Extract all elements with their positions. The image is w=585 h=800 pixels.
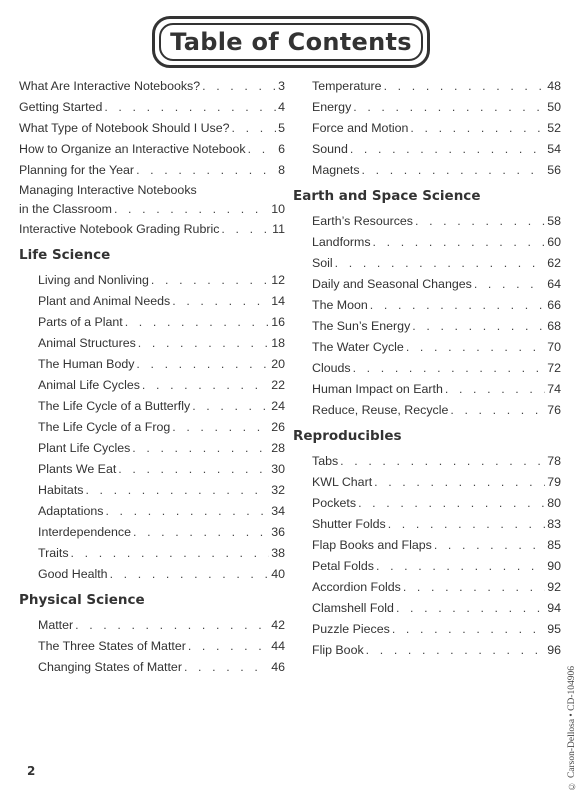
toc-entry-label: How to Organize an Interactive Notebook — [19, 142, 246, 156]
toc-entry-label: Energy — [312, 100, 352, 114]
dot-leader — [142, 375, 269, 396]
toc-entry-page: 36 — [271, 525, 285, 539]
toc-entry[interactable] — [19, 459, 285, 480]
toc-entry[interactable] — [293, 619, 561, 640]
toc-entry[interactable] — [19, 543, 285, 564]
toc-entry-page: 20 — [271, 357, 285, 371]
toc-entry-label: Temperature — [312, 79, 382, 93]
toc-entry-page: 95 — [547, 622, 561, 636]
toc-entry-page: 42 — [271, 618, 285, 632]
toc-entry[interactable] — [293, 400, 561, 421]
toc-entry-page: 44 — [271, 639, 285, 653]
toc-entry[interactable] — [293, 598, 561, 619]
dot-leader — [340, 451, 545, 472]
toc-entry-label: Landforms — [312, 235, 371, 249]
toc-entry-label: Sound — [312, 142, 348, 156]
toc-entry-page: 70 — [547, 340, 561, 354]
toc-entry-page: 4 — [278, 100, 285, 114]
toc-entry-label-cont: in the Classroom — [19, 202, 112, 216]
toc-entry-page: 78 — [547, 454, 561, 468]
toc-entry-label: Pockets — [312, 496, 357, 510]
toc-entry[interactable] — [19, 97, 285, 118]
toc-entry-page: 8 — [278, 163, 285, 177]
toc-entry-label: Animal Life Cycles — [38, 378, 140, 392]
toc-entry[interactable] — [19, 564, 285, 585]
toc-entry[interactable] — [293, 295, 561, 316]
toc-entry[interactable] — [19, 417, 285, 438]
toc-entry-page: 54 — [547, 142, 561, 156]
dot-leader — [353, 358, 546, 379]
toc-entry-label: Force and Motion — [312, 121, 409, 135]
dot-leader — [138, 333, 269, 354]
toc-entry-page: 28 — [271, 441, 285, 455]
section-heading-earth-space-science: Earth and Space Science — [293, 188, 481, 204]
toc-entry[interactable] — [19, 501, 285, 522]
toc-entry[interactable] — [293, 472, 561, 493]
toc-entry-label: Puzzle Pieces — [312, 622, 390, 636]
dot-leader — [450, 400, 545, 421]
dot-leader — [71, 543, 270, 564]
dot-leader — [221, 219, 270, 240]
toc-entry[interactable] — [293, 316, 561, 337]
toc-entry-label: The Life Cycle of a Butterfly — [38, 399, 191, 413]
toc-entry-label: Good Health — [38, 567, 108, 581]
toc-entry-page: 85 — [547, 538, 561, 552]
dot-leader — [114, 199, 269, 219]
toc-entry-page: 62 — [547, 256, 561, 270]
toc-entry[interactable] — [293, 514, 561, 535]
toc-entry-label: Shutter Folds — [312, 517, 386, 531]
dot-leader — [384, 76, 546, 97]
toc-entry-page: 16 — [271, 315, 285, 329]
toc-entry-page: 92 — [547, 580, 561, 594]
dot-leader — [388, 514, 546, 535]
toc-entry-label: The Moon — [312, 298, 368, 312]
toc-entry-label: Living and Nonliving — [38, 273, 149, 287]
toc-entry-page: 40 — [271, 567, 285, 581]
toc-entry[interactable] — [293, 160, 561, 181]
toc-entry-page: 11 — [272, 222, 285, 236]
section-heading-life-science: Life Science — [19, 247, 111, 263]
toc-entry-label: Accordion Folds — [312, 580, 401, 594]
toc-entry-page: 94 — [547, 601, 561, 615]
dot-leader — [184, 657, 269, 678]
toc-entry-label: Habitats — [38, 483, 84, 497]
dot-leader — [353, 97, 545, 118]
toc-entry-page: 79 — [547, 475, 561, 489]
toc-entry[interactable] — [19, 480, 285, 501]
dot-leader — [125, 312, 269, 333]
toc-entry[interactable] — [19, 118, 285, 139]
toc-entry[interactable] — [293, 577, 561, 598]
toc-entry-label: Animal Structures — [38, 336, 136, 350]
dot-leader — [362, 160, 546, 181]
earth-space-science-list — [293, 211, 561, 421]
toc-entry-page: 74 — [547, 382, 561, 396]
dot-leader — [132, 438, 269, 459]
toc-entry[interactable] — [293, 556, 561, 577]
toc-entry[interactable] — [293, 358, 561, 379]
page-number: 2 — [27, 764, 36, 778]
toc-entry-label: Earth’s Resources — [312, 214, 414, 228]
dot-leader — [412, 316, 545, 337]
toc-entry[interactable] — [19, 333, 285, 354]
toc-entry-label: Clamshell Fold — [312, 601, 394, 615]
toc-entry-label: Human Impact on Earth — [312, 382, 443, 396]
toc-entry[interactable] — [293, 211, 561, 232]
toc-entry-page: 50 — [547, 100, 561, 114]
toc-entry[interactable] — [293, 535, 561, 556]
dot-leader — [136, 354, 269, 375]
toc-entry-page: 34 — [271, 504, 285, 518]
dot-leader — [192, 396, 269, 417]
dot-leader — [415, 211, 545, 232]
toc-entry-page: 60 — [547, 235, 561, 249]
toc-entry[interactable] — [293, 97, 561, 118]
dot-leader — [335, 253, 546, 274]
toc-entry-page: 83 — [547, 517, 561, 531]
toc-entry[interactable] — [19, 219, 285, 240]
dot-leader — [358, 493, 545, 514]
dot-leader — [232, 118, 277, 139]
toc-entry-page: 68 — [547, 319, 561, 333]
toc-entry-page: 58 — [547, 214, 561, 228]
toc-entry[interactable] — [19, 181, 285, 219]
toc-entry-label: Plant Life Cycles — [38, 441, 131, 455]
toc-entry[interactable] — [19, 76, 285, 97]
toc-entry-page: 5 — [278, 121, 285, 135]
toc-entry-label: Clouds — [312, 361, 351, 375]
dot-leader — [85, 480, 269, 501]
toc-entry[interactable] — [293, 493, 561, 514]
toc-entry-label: Managing Interactive Notebooks — [19, 183, 197, 197]
dot-leader — [151, 270, 269, 291]
toc-entry[interactable] — [293, 337, 561, 358]
physical-science-list — [19, 615, 285, 678]
toc-entry-label: Planning for the Year — [19, 163, 135, 177]
toc-entry-label: Matter — [38, 618, 74, 632]
toc-entry[interactable] — [19, 160, 285, 181]
toc-entry-page: 18 — [271, 336, 285, 350]
toc-right-column — [293, 76, 561, 661]
toc-entry-page: 48 — [547, 79, 561, 93]
toc-entry-label: What Are Interactive Notebooks? — [19, 79, 201, 93]
toc-entry-label: Traits — [38, 546, 69, 560]
dot-leader — [434, 535, 545, 556]
dot-leader — [406, 337, 545, 358]
dot-leader — [136, 160, 276, 181]
toc-entry[interactable] — [19, 139, 285, 160]
toc-entry-label: Parts of a Plant — [38, 315, 123, 329]
toc-entry-label: Tabs — [312, 454, 339, 468]
toc-entry-label: Petal Folds — [312, 559, 374, 573]
toc-entry[interactable] — [293, 379, 561, 400]
toc-entry-label: The Human Body — [38, 357, 135, 371]
toc-entry-page: 26 — [271, 420, 285, 434]
toc-entry-page: 80 — [547, 496, 561, 510]
toc-entry-page: 24 — [271, 399, 285, 413]
toc-entry-page: 10 — [271, 202, 285, 216]
toc-entry-label: The Water Cycle — [312, 340, 404, 354]
dot-leader — [350, 139, 545, 160]
dot-leader — [366, 640, 546, 661]
dot-leader — [410, 118, 545, 139]
dot-leader — [392, 619, 545, 640]
toc-entry[interactable] — [293, 232, 561, 253]
toc-entry-page: 64 — [547, 277, 561, 291]
toc-entry-label: Magnets — [312, 163, 360, 177]
section-heading-reproducibles: Reproducibles — [293, 428, 402, 444]
toc-entry-page: 66 — [547, 298, 561, 312]
toc-entry-page: 76 — [547, 403, 561, 417]
toc-entry[interactable] — [19, 438, 285, 459]
dot-leader — [133, 522, 269, 543]
toc-entry-page: 6 — [278, 142, 285, 156]
toc-entry-page: 14 — [271, 294, 285, 308]
toc-entry[interactable] — [19, 615, 285, 636]
dot-leader — [188, 636, 269, 657]
toc-entry[interactable] — [19, 354, 285, 375]
toc-entry-label: Soil — [312, 256, 333, 270]
toc-entry-label: Interactive Notebook Grading Rubric — [19, 222, 220, 236]
toc-left-column — [19, 76, 285, 678]
dot-leader — [105, 501, 269, 522]
dot-leader — [118, 459, 269, 480]
toc-entry-page: 32 — [271, 483, 285, 497]
toc-entry-page: 22 — [271, 378, 285, 392]
dot-leader — [474, 274, 545, 295]
toc-entry-page: 56 — [547, 163, 561, 177]
toc-entry-label: Reduce, Reuse, Recycle — [312, 403, 449, 417]
dot-leader — [403, 577, 545, 598]
toc-entry-label: The Three States of Matter — [38, 639, 186, 653]
toc-entry-page: 12 — [271, 273, 285, 287]
toc-entry[interactable] — [19, 312, 285, 333]
toc-entry[interactable] — [19, 657, 285, 678]
toc-entry[interactable] — [19, 636, 285, 657]
dot-leader — [445, 379, 545, 400]
toc-entry-label: Daily and Seasonal Changes — [312, 277, 472, 291]
intro-list — [19, 76, 285, 240]
dot-leader — [248, 139, 276, 160]
toc-entry-label: Changing States of Matter — [38, 660, 182, 674]
toc-entry[interactable] — [293, 253, 561, 274]
toc-entry-page: 30 — [271, 462, 285, 476]
title-banner — [152, 16, 430, 68]
toc-entry-label: The Sun’s Energy — [312, 319, 411, 333]
dot-leader — [172, 417, 269, 438]
dot-leader — [104, 97, 276, 118]
dot-leader — [370, 295, 545, 316]
toc-entry[interactable] — [19, 291, 285, 312]
toc-entry-label: Flip Book — [312, 643, 364, 657]
toc-entry-label: Plant and Animal Needs — [38, 294, 171, 308]
toc-entry[interactable] — [19, 396, 285, 417]
reproducibles-list — [293, 451, 561, 661]
toc-entry-page: 46 — [271, 660, 285, 674]
toc-entry[interactable] — [19, 375, 285, 396]
toc-entry[interactable] — [293, 76, 561, 97]
toc-entry-label: KWL Chart — [312, 475, 373, 489]
dot-leader — [374, 472, 545, 493]
dot-leader — [172, 291, 269, 312]
toc-entry[interactable] — [293, 118, 561, 139]
life-science-list — [19, 270, 285, 585]
dot-leader — [202, 76, 276, 97]
toc-entry-label: What Type of Notebook Should I Use? — [19, 121, 230, 135]
dot-leader — [373, 232, 546, 253]
page-title: Table of Contents — [170, 28, 412, 56]
toc-entry-label: Interdependence — [38, 525, 132, 539]
toc-entry-page: 72 — [547, 361, 561, 375]
dot-leader — [396, 598, 545, 619]
toc-entry[interactable] — [293, 274, 561, 295]
dot-leader — [376, 556, 545, 577]
toc-entry-page: 52 — [547, 121, 561, 135]
toc-entry-label: Plants We Eat — [38, 462, 117, 476]
toc-entry-label: Adaptations — [38, 504, 104, 518]
toc-entry[interactable] — [293, 139, 561, 160]
dot-leader — [110, 564, 270, 585]
toc-entry-label: Flap Books and Flaps — [312, 538, 432, 552]
toc-entry-page: 90 — [547, 559, 561, 573]
toc-entry[interactable] — [19, 522, 285, 543]
toc-entry-page: 38 — [271, 546, 285, 560]
toc-entry-label: The Life Cycle of a Frog — [38, 420, 171, 434]
dot-leader — [75, 615, 269, 636]
section-heading-physical-science: Physical Science — [19, 592, 145, 608]
toc-entry-label: Getting Started — [19, 100, 103, 114]
toc-entry[interactable] — [293, 451, 561, 472]
copyright-notice: © Carson-Dellosa • CD-104906 — [567, 665, 577, 790]
toc-entry-page: 96 — [547, 643, 561, 657]
toc-entry[interactable] — [19, 270, 285, 291]
toc-entry[interactable] — [293, 640, 561, 661]
physical-science-continued-list — [293, 76, 561, 181]
toc-entry-page: 3 — [278, 79, 285, 93]
